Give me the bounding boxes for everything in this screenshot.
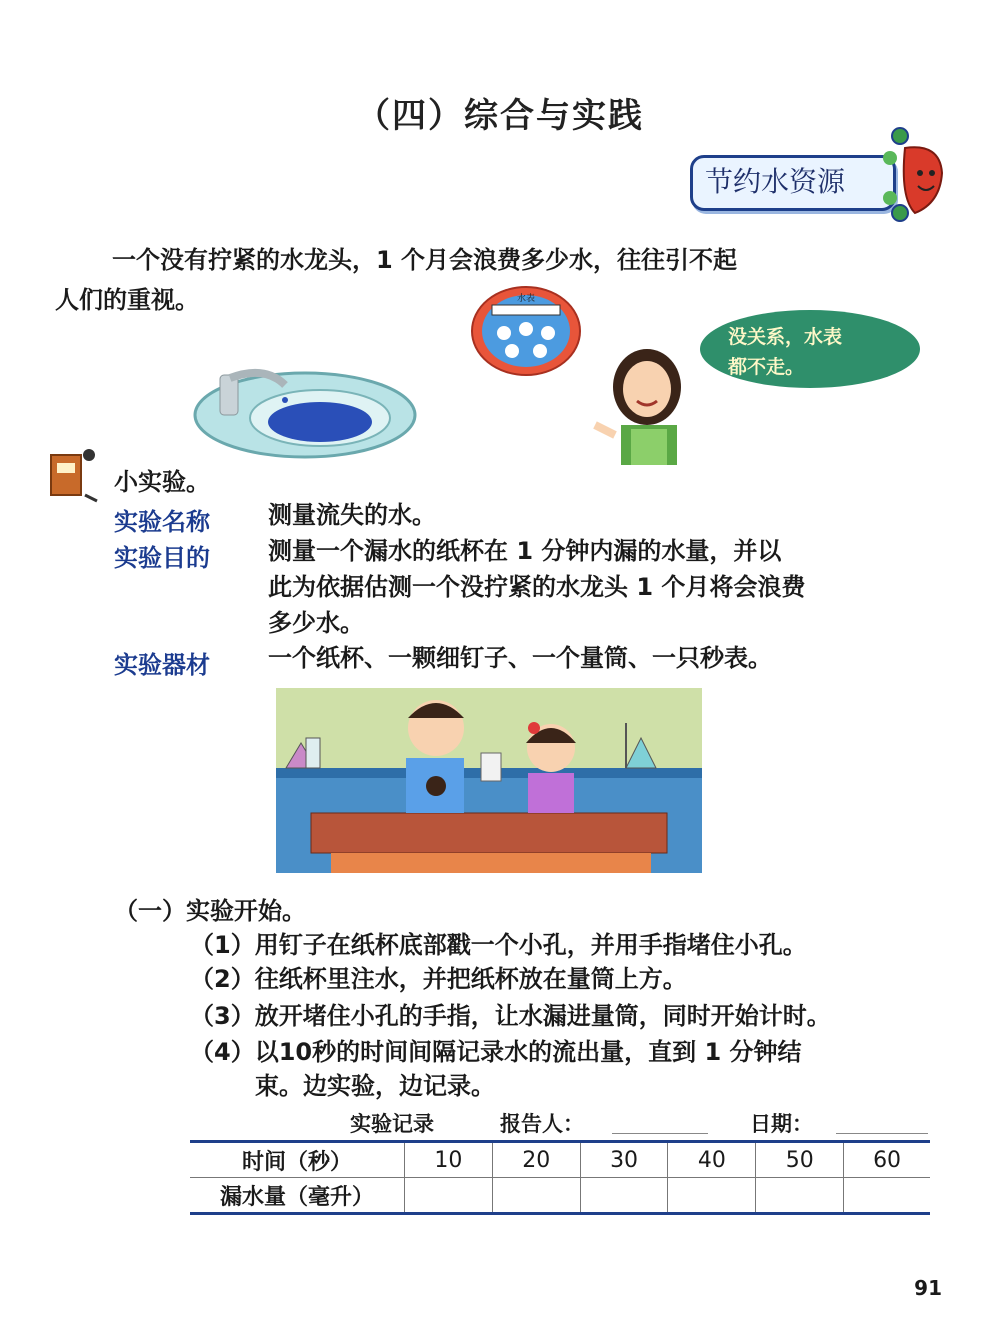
experiment-name-label: 实验名称 — [114, 508, 210, 536]
time-cell: 40 — [668, 1143, 756, 1178]
page-number: 91 — [914, 1276, 942, 1300]
topic-badge-label: 节约水资源 — [705, 165, 846, 198]
page-title: （四）综合与实践 — [356, 96, 644, 136]
intro-line-1: 一个没有拧紧的水龙头，1 个月会浪费多少水，往往引不起 — [112, 246, 738, 274]
steps-heading: （一）实验开始。 — [114, 897, 306, 925]
time-cell: 10 — [405, 1143, 493, 1178]
reporter-label: 报告人： — [500, 1112, 584, 1136]
leak-header: 漏水量（毫升） — [219, 1184, 374, 1210]
leak-cell[interactable] — [756, 1178, 844, 1213]
time-cell: 20 — [492, 1143, 580, 1178]
table-row — [190, 1143, 930, 1178]
section-heading: 小实验。 — [114, 468, 210, 496]
record-table — [190, 1143, 930, 1212]
experiment-equipment-label: 实验器材 — [114, 651, 210, 679]
leak-cell[interactable] — [580, 1178, 668, 1213]
experiment-purpose-line-2: 此为依据估测一个没拧紧的水龙头 1 个月将会浪费 — [268, 573, 806, 601]
step-item-continued: 束。边实验，边记录。 — [255, 1072, 495, 1100]
water-meter-label: 水表 — [516, 294, 536, 304]
mascot-icon — [860, 118, 950, 228]
table-row — [190, 1178, 930, 1213]
date-label: 日期： — [750, 1112, 813, 1136]
record-table-frame — [190, 1140, 930, 1215]
water-meter-icon — [470, 285, 582, 377]
time-header: 时间（秒） — [190, 1143, 405, 1178]
speech-bubble-line-1: 没关系，水表 — [728, 326, 843, 348]
leak-cell[interactable] — [668, 1178, 756, 1213]
experiment-equipment-value: 一个纸杯、一颗细钉子、一个量筒、一只秒表。 — [268, 644, 772, 672]
experiment-icon — [45, 445, 100, 505]
woman-illustration — [585, 345, 705, 465]
speech-bubble-line-2: 都不走。 — [728, 356, 805, 378]
experiment-purpose-line-3: 多少水。 — [268, 609, 364, 637]
leak-cell[interactable] — [492, 1178, 580, 1213]
time-cell: 50 — [756, 1143, 844, 1178]
step-item: （1）用钉子在纸杯底部戳一个小孔，并用手指堵住小孔。 — [190, 931, 807, 959]
lab-illustration — [276, 688, 702, 873]
experiment-name-value: 测量流失的水。 — [268, 501, 436, 529]
step-item: （4）以10秒的时间间隔记录水的流出量，直到 1 分钟结 — [190, 1038, 802, 1066]
date-blank — [836, 1133, 928, 1134]
sink-illustration — [190, 360, 420, 460]
time-cell: 30 — [580, 1143, 668, 1178]
record-title: 实验记录 — [350, 1112, 434, 1136]
reporter-blank — [612, 1133, 708, 1134]
time-cell: 60 — [844, 1143, 930, 1178]
intro-line-2: 人们的重视。 — [55, 286, 199, 314]
step-item: （3）放开堵住小孔的手指，让水漏进量筒，同时开始计时。 — [190, 1002, 831, 1030]
step-item: （2）往纸杯里注水，并把纸杯放在量筒上方。 — [190, 965, 687, 993]
leak-cell[interactable] — [844, 1178, 930, 1213]
leak-cell[interactable] — [405, 1178, 493, 1213]
speech-bubble-text — [728, 322, 908, 382]
experiment-purpose-label: 实验目的 — [114, 544, 210, 572]
experiment-purpose-line-1: 测量一个漏水的纸杯在 1 分钟内漏的水量，并以 — [268, 537, 782, 565]
